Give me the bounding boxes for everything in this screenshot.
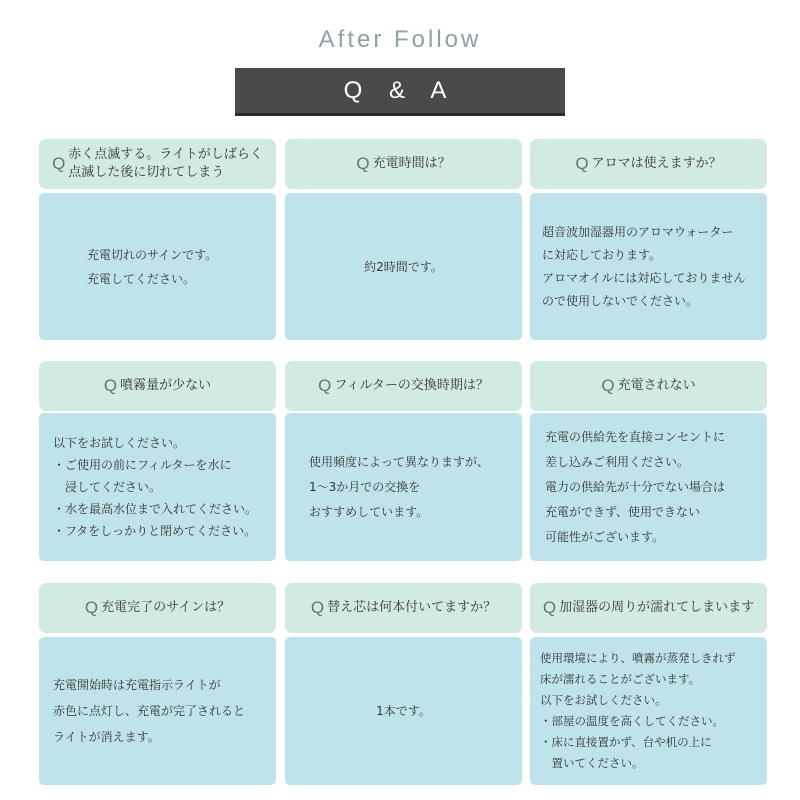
answer-text: 使用頻度によって異なりますが、 1〜3か月での交換を おすすめしています。: [309, 454, 490, 519]
q-mark-icon: Q: [356, 154, 370, 173]
answer-card: [285, 413, 522, 561]
q-mark-icon: Q: [310, 598, 325, 617]
answer-card: [285, 193, 522, 340]
question-card: [530, 361, 767, 411]
brand-title: After Follow: [318, 26, 482, 53]
question-card: [285, 139, 522, 189]
question-text: 赤く点滅する。ライトがしばらく 点滅した後に切れてしまう: [68, 147, 263, 180]
qa-banner: Q & A: [235, 68, 565, 116]
question-text: 替え芯は何本付いてますか？: [327, 600, 497, 615]
answer-text: 1本です。: [376, 704, 431, 718]
question-card: [39, 139, 276, 189]
question-card: [285, 583, 522, 633]
answer-card: [530, 193, 767, 340]
question-card: [39, 583, 276, 633]
question-text: フィルターの交換時期は？: [334, 378, 489, 393]
question-text: 充電時間は？: [372, 156, 451, 171]
q-mark-icon: Q: [318, 376, 332, 395]
answer-card: [39, 193, 276, 340]
question-text: アロマは使えますか？: [591, 156, 722, 171]
question-card: [530, 583, 767, 633]
q-mark-icon: Q: [542, 598, 557, 617]
answer-card: [530, 413, 767, 561]
question-text: 充電完了のサインは？: [101, 600, 231, 615]
question-card: [285, 361, 522, 411]
question-text: 加湿器の周りが濡れてしまいます: [559, 600, 755, 615]
question-text: 噴霧量が少ない: [120, 378, 212, 393]
answer-text: 約2時間です。: [364, 259, 443, 274]
answer-text: 充電開始時は充電指示ライトが 赤色に点灯し、充電が完了されると ライトが消えます。: [53, 678, 246, 744]
answer-card: [39, 413, 276, 561]
q-mark-icon: Q: [601, 376, 615, 395]
answer-text: 以下をお試しください。 ・ご使用の前にフィルターを水に 浸してください。 ・水を最高水位まで入れてください。 ・フタをしっかりと閉めてください。: [53, 436, 258, 538]
answer-card: [39, 637, 276, 785]
question-card: [39, 361, 276, 411]
q-mark-icon: Q: [52, 154, 66, 173]
question-text: 充電されない: [617, 378, 696, 393]
answer-card: [530, 637, 767, 785]
answer-text: 充電の供給先を直接コンセントに 差し込みご利用ください。 電力の供給先が十分でない場合は 充電ができず、使用できない 可能性がございます。: [545, 429, 726, 544]
answer-text: 充電切れのサインです。 充電してください。: [87, 247, 218, 286]
answer-text: 使用環境により、噴霧が蒸発しきれず 床が濡れることがございます。 以下をお試しください。 ・部屋の温度を高くしてください。 ・床に直接置かず、台や机の上に 置いてください。: [540, 651, 736, 770]
question-card: [530, 139, 767, 189]
answer-card: [285, 637, 522, 785]
answer-text: 超音波加湿器用のアロマウォーター に対応しております。 アロマオイルには対応しておりません ので使用しないでください。: [542, 224, 746, 308]
q-mark-icon: Q: [575, 154, 589, 173]
q-mark-icon: Q: [84, 598, 99, 617]
q-mark-icon: Q: [103, 376, 118, 395]
